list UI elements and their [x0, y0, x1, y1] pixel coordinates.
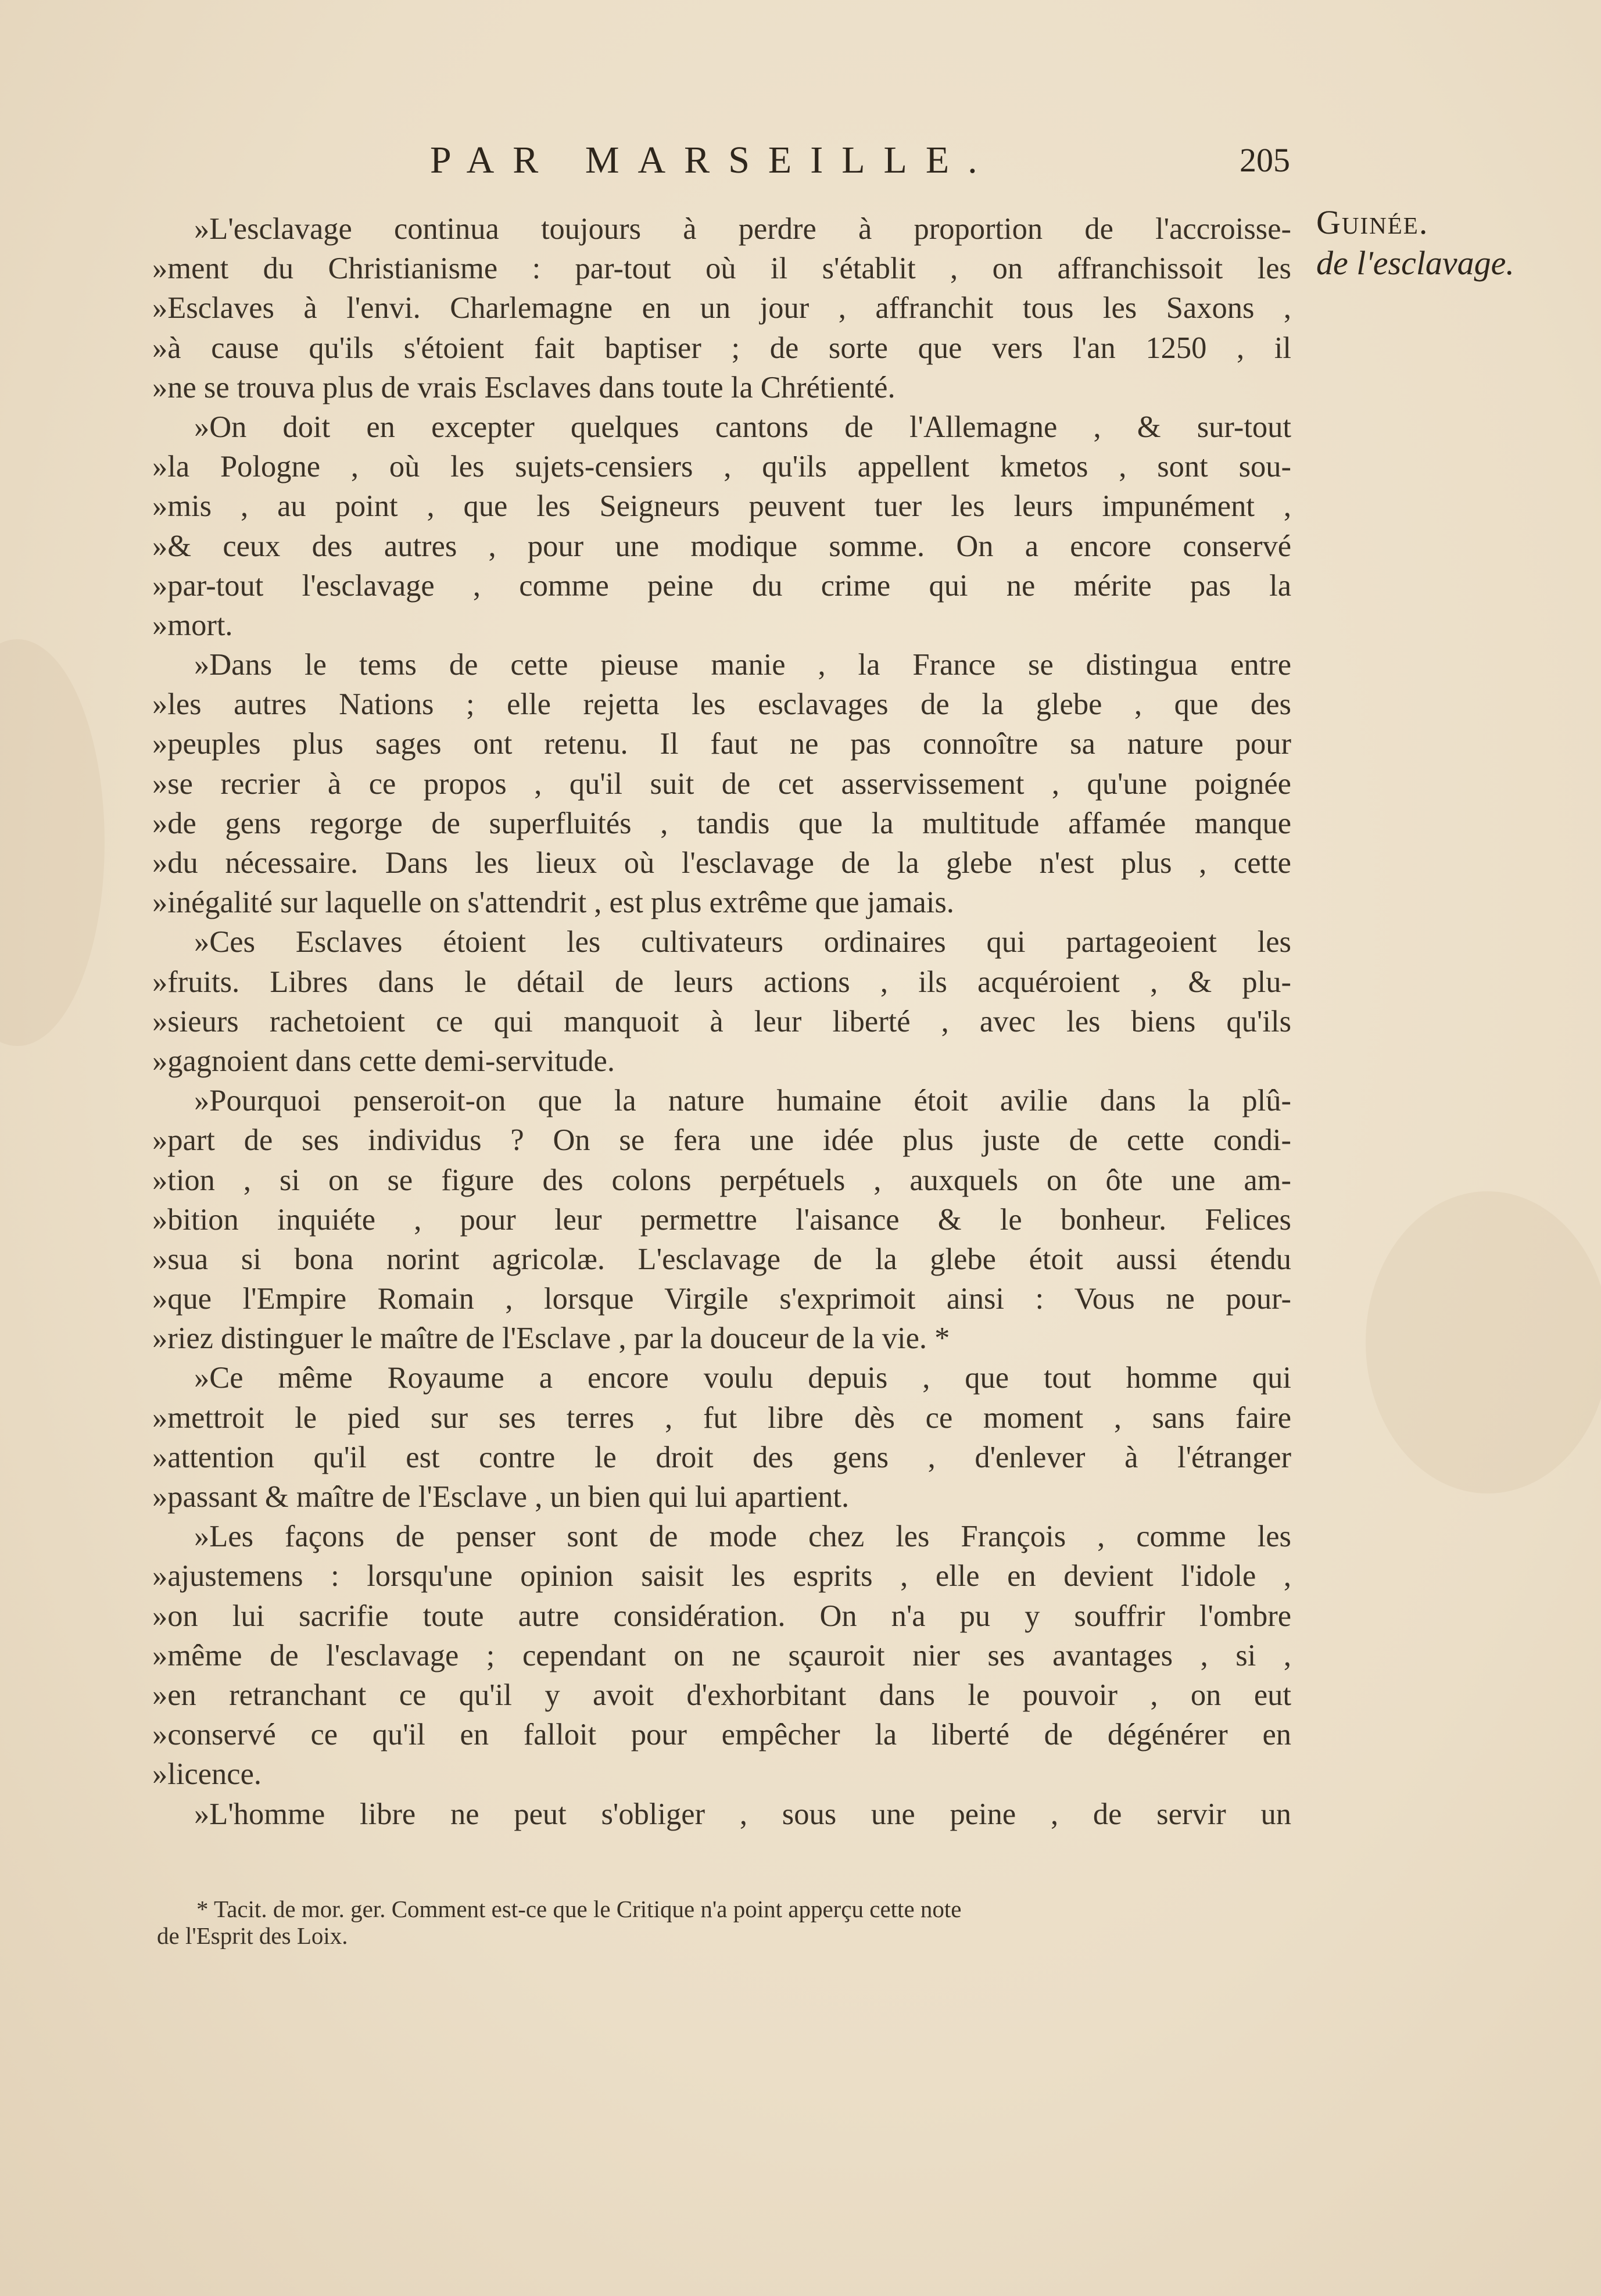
text-line: »gagnoient dans cette demi-servitude.	[152, 1044, 615, 1078]
text-line: »licence.	[152, 1757, 262, 1792]
text-line: »ajustemens : lorsqu'une opinion saisit les esprits , elle en devient l'idole ,	[152, 1559, 1291, 1593]
paper-stain	[1366, 1191, 1601, 1493]
text-line: »mis , au point , que les Seigneurs peuvent tuer les leurs impunément ,	[152, 489, 1291, 524]
text-line: »fruits. Libres dans le détail de leurs actions , ils acquéroient , & plu-	[152, 965, 1291, 999]
text-line: »bition inquiéte , pour leur permettre l'aisance & le bonheur. Felices	[152, 1202, 1291, 1237]
running-head: PAR MARSEILLE.	[430, 139, 996, 181]
text-line: »On doit en excepter quelques cantons de l'Allemagne , & sur-tout	[194, 410, 1291, 444]
footnote-line: * Tacit. de mor. ger. Comment est-ce que le Critique n'a point apperçu cette note	[196, 1896, 962, 1922]
text-line: »se recrier à ce propos , qu'il suit de cet asservissement , qu'une poignée	[152, 766, 1291, 801]
text-line: »sieurs rachetoient ce qui manquoit à leur liberté , avec les biens qu'ils	[152, 1004, 1291, 1038]
margin-note-title: Guinée.	[1316, 203, 1429, 241]
text-line: »Esclaves à l'envi. Charlemagne en un jour , affranchit tous les Saxons ,	[152, 291, 1291, 325]
text-line: »mort.	[152, 608, 233, 642]
text-line: »Les façons de penser sont de mode chez les François , comme les	[194, 1520, 1291, 1554]
text-line: »ne se trouva plus de vrais Esclaves dans toute la Chrétienté.	[152, 370, 896, 404]
paper-stain	[0, 639, 105, 1046]
text-line: »même de l'esclavage ; cependant on ne sçauroit nier ses avantages , si ,	[152, 1638, 1291, 1672]
text-line: »Ces Esclaves étoient les cultivateurs ordinaires qui partageoient les	[194, 925, 1291, 959]
text-line: »de gens regorge de superfluités , tandis que la multitude affamée manque	[152, 806, 1291, 840]
text-line: »Pourquoi penseroit-on que la nature humaine étoit avilie dans la plû-	[194, 1084, 1291, 1118]
margin-note-subtitle: de l'esclavage.	[1316, 244, 1514, 282]
text-line: »tion , si on se figure des colons perpétuels , auxquels on ôte une am-	[152, 1163, 1291, 1197]
footnote	[157, 1896, 1296, 1949]
text-line: »L'homme libre ne peut s'obliger , sous une peine , de servir un	[194, 1797, 1291, 1831]
text-line: »en retranchant ce qu'il y avoit d'exhorbitant dans le pouvoir , on eut	[152, 1678, 1291, 1712]
text-line: »part de ses individus ? On se fera une idée plus juste de cette condi-	[152, 1123, 1291, 1158]
footnote-line: de l'Esprit des Loix.	[157, 1922, 348, 1949]
text-line: »inégalité sur laquelle on s'attendrit , est plus extrême que jamais.	[152, 886, 954, 920]
text-line: »du nécessaire. Dans les lieux où l'esclavage de la glebe n'est plus , cette	[152, 846, 1291, 880]
text-line: »conservé ce qu'il en falloit pour empêcher la liberté de dégénérer en	[152, 1718, 1291, 1752]
text-line: »à cause qu'ils s'étoient fait baptiser ; de sorte que vers l'an 1250 , il	[152, 331, 1291, 365]
text-line: »Ce même Royaume a encore voulu depuis , que tout homme qui	[194, 1361, 1291, 1395]
text-line: »peuples plus sages ont retenu. Il faut ne pas connoître sa nature pour	[152, 727, 1291, 761]
text-line: »par-tout l'esclavage , comme peine du crime qui ne mérite pas la	[152, 568, 1291, 603]
text-line: »Dans le tems de cette pieuse manie , la France se distingua entre	[194, 648, 1291, 682]
text-line: »ment du Christianisme : par-tout où il s'établit , on affranchissoit les	[152, 252, 1291, 286]
page-number: 205	[1240, 141, 1290, 179]
text-line: »sua si bona norint agricolæ. L'esclavage de la glebe étoit aussi étendu	[152, 1242, 1291, 1276]
text-line: »on lui sacrifie toute autre considération. On n'a pu y souffrir l'ombre	[152, 1599, 1291, 1633]
text-line: »passant & maître de l'Esclave , un bien qui lui apartient.	[152, 1480, 850, 1514]
text-line: »mettroit le pied sur ses terres , fut libre dès ce moment , sans faire	[152, 1400, 1291, 1435]
text-line: »riez distinguer le maître de l'Esclave , par la douceur de la vie. *	[152, 1321, 950, 1356]
page-header	[157, 138, 1290, 185]
text-line: »& ceux des autres , pour une modique somme. On a encore conservé	[152, 529, 1291, 563]
margin-note	[1316, 202, 1525, 284]
text-line: »les autres Nations ; elle rejetta les esclavages de la glebe , que des	[152, 687, 1291, 722]
text-line: »que l'Empire Romain , lorsque Virgile s'exprimoit ainsi : Vous ne pour-	[152, 1282, 1291, 1316]
text-line: »L'esclavage continua toujours à perdre à proportion de l'accroisse-	[194, 212, 1291, 246]
text-line: »la Pologne , où les sujets-censiers , qu'ils appellent kmetos , sont sou-	[152, 450, 1291, 484]
body-text	[152, 209, 1291, 1834]
text-line: »attention qu'il est contre le droit des gens , d'enlever à l'étranger	[152, 1440, 1291, 1474]
